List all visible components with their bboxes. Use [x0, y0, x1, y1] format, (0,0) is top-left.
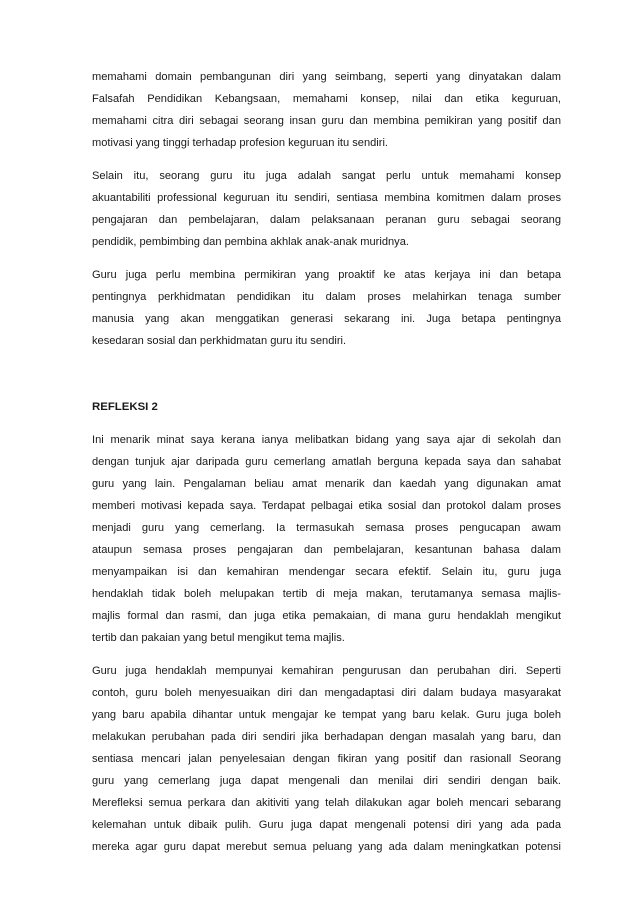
paragraph-line: melakukan perubahan pada diri sendiri jika berhadapan dengan masalah yang baru, dan [92, 731, 561, 743]
paragraph-line: akuantabiliti professional keguruan itu sendiri, sentiasa membina komitmen dalam proses [92, 192, 561, 204]
paragraph-line: dengan tunjuk ajar daripada guru cemerlang amatlah berguna kepada saya dan sahabat [92, 456, 561, 468]
paragraph-line: memahami citra diri sebagai seorang insan guru dan membina pemikiran yang positif dan [92, 115, 561, 127]
paragraph [92, 264, 561, 352]
paragraph-line: manusia yang akan menggatikan generasi sekarang ini. Juga betapa pentingnya [92, 313, 561, 325]
paragraph-line: kelemahan untuk dibaik pulih. Guru juga dapat mengenali potensi diri yang ada pada [92, 819, 561, 831]
paragraph-line: menyampaikan isi dan kemahiran mendengar secara efektif. Selain itu, guru juga [92, 566, 561, 578]
paragraph-line: motivasi yang tinggi terhadap profesion keguruan itu sendiri. [92, 137, 389, 149]
paragraph [92, 165, 561, 253]
paragraph [92, 66, 561, 154]
paragraph-line: Falsafah Pendidikan Kebangsaan, memahami konsep, nilai dan etika keguruan, [92, 93, 561, 105]
section-after-heading [92, 429, 561, 858]
paragraph-line: Guru juga hendaklah mempunyai kemahiran pengurusan dan perubahan diri. Seperti [92, 665, 561, 677]
paragraph-line: Selain itu, seorang guru itu juga adalah sangat perlu untuk memahami konsep [92, 170, 561, 182]
section-gap [92, 363, 561, 396]
section-heading: REFLEKSI 2 [92, 401, 158, 413]
paragraph [92, 660, 561, 858]
paragraph-line: pengajaran dan pembelajaran, dalam pelaksanaan peranan guru sebagai seorang [92, 214, 561, 226]
paragraph-line: mereka agar guru dapat merebut semua peluang yang ada dalam meningkatkan potensi [92, 841, 561, 853]
paragraph-line: pendidik, pembimbing dan pembina akhlak anak-anak muridnya. [92, 236, 409, 248]
paragraph-line: sentiasa mencari jalan penyelesaian dengan fikiran yang positif dan rasionall Seorang [92, 753, 561, 765]
paragraph-line: memahami domain pembangunan diri yang seimbang, seperti yang dinyatakan dalam [92, 71, 561, 83]
paragraph-line: Ini menarik minat saya kerana ianya melibatkan bidang yang saya ajar di sekolah dan [92, 434, 561, 446]
paragraph-line: majlis formal dan rasmi, dan juga etika pemakaian, di mana guru hendaklah mengikut [92, 610, 561, 622]
section-before-heading [92, 66, 561, 352]
paragraph-line: hendaklah tidak boleh melupakan tertib di meja makan, terutamanya semasa majlis- [92, 588, 561, 600]
paragraph-line: kesedaran sosial dan perkhidmatan guru itu sendiri. [92, 335, 347, 347]
paragraph-line: memberi motivasi kepada saya. Terdapat pelbagai etika sosial dan protokol dalam proses [92, 500, 561, 512]
paragraph-line: Merefleksi semua perkara dan akitiviti yang telah dilakukan agar boleh mencari sebarang [92, 797, 561, 809]
paragraph-line: guru yang cemerlang juga dapat mengenali dan menilai diri sendiri dengan baik. [92, 775, 561, 787]
paragraph-line: contoh, guru boleh menyesuaikan diri dan mengadaptasi diri dalam budaya masyarakat [92, 687, 561, 699]
document-page [92, 66, 561, 869]
paragraph-line: guru yang lain. Pengalaman beliau amat menarik dan kaedah yang digunakan amat [92, 478, 561, 490]
paragraph [92, 429, 561, 649]
paragraph-line: menjadi guru yang cemerlang. Ia termasukah semasa proses pengucapan awam [92, 522, 561, 534]
paragraph-line: ataupun semasa proses pengajaran dan pembelajaran, kesantunan bahasa dalam [92, 544, 561, 556]
paragraph-line: yang baru apabila dihantar untuk mengajar ke tempat yang baru kelak. Guru juga boleh [92, 709, 561, 721]
paragraph-line: pentingnya perkhidmatan pendidikan itu dalam proses melahirkan tenaga sumber [92, 291, 561, 303]
paragraph-line: Guru juga perlu membina permikiran yang proaktif ke atas kerjaya ini dan betapa [92, 269, 561, 281]
paragraph-line: tertib dan pakaian yang betul mengikut tema majlis. [92, 632, 345, 644]
